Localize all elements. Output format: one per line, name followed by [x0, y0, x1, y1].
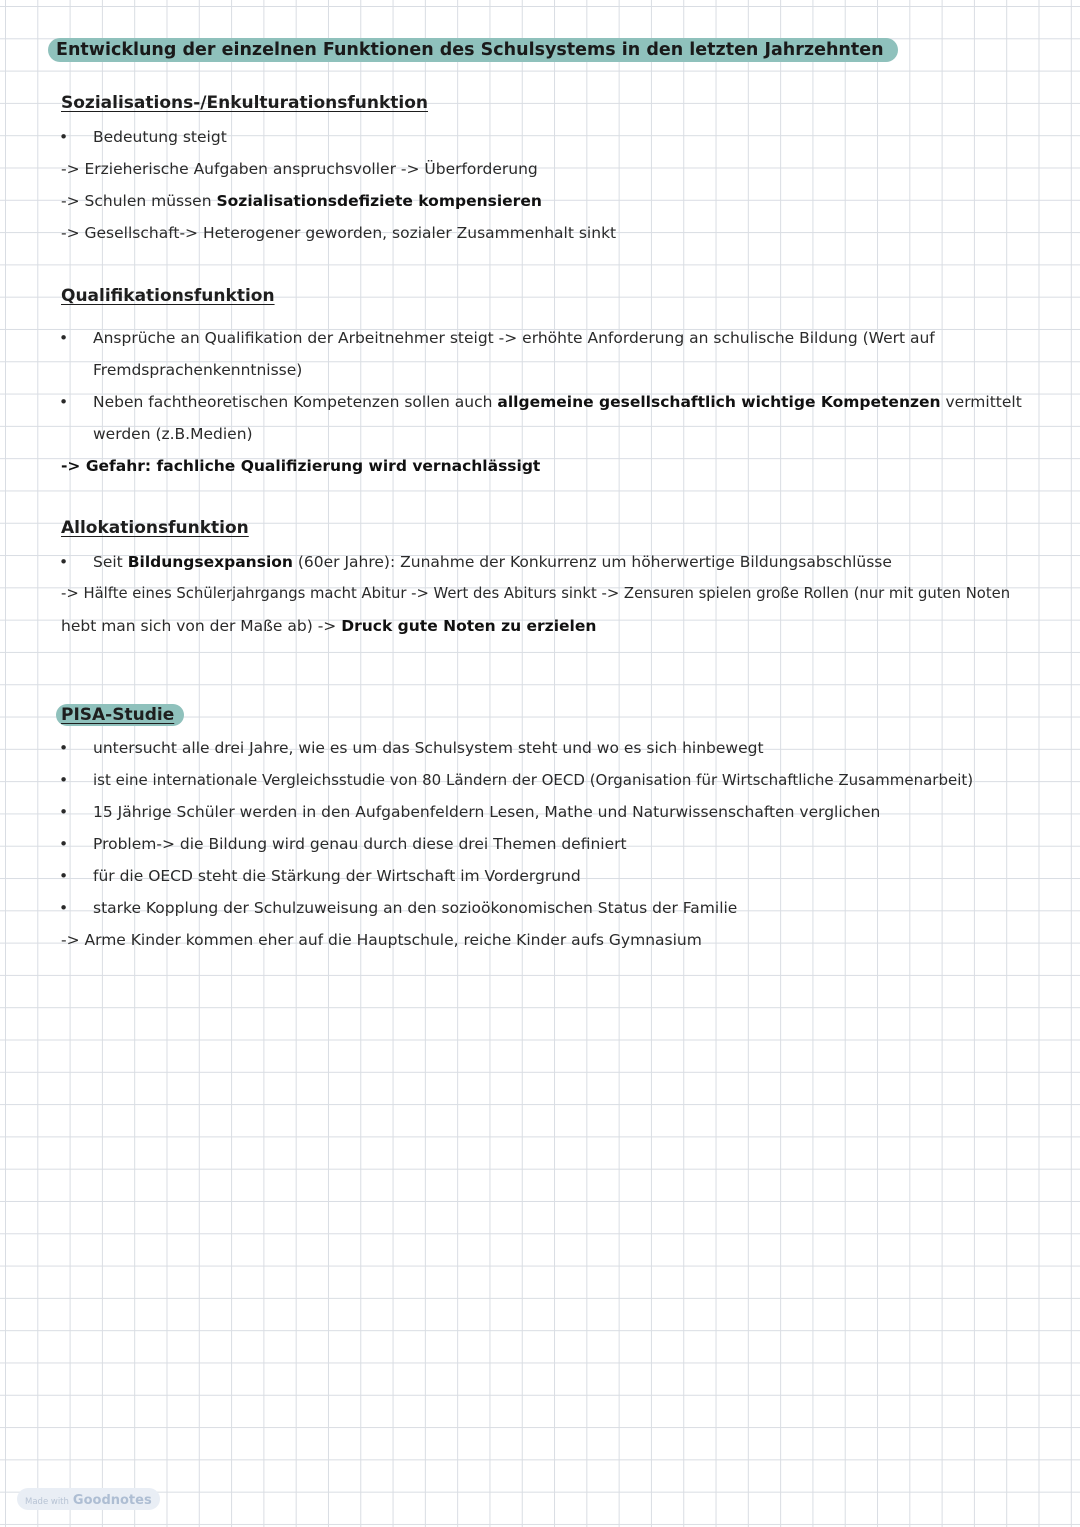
heading-pisa: PISA-Studie — [56, 704, 184, 726]
allokation-bullet-1: Seit Bildungsexpansion (60er Jahre): Zunahme der Konkurrenz um höherwertige Bildungsabschlüsse — [93, 553, 892, 571]
page-title: Entwicklung der einzelnen Funktionen des Schulsystems in den letzten Jahrzehnten — [48, 38, 898, 62]
bullet-dot: • — [59, 803, 69, 821]
bullet-dot: • — [59, 128, 69, 146]
bullet-dot: • — [59, 899, 69, 917]
pisa-bullet-5: für die OECD steht die Stärkung der Wirtschaft im Vordergrund — [93, 867, 581, 885]
bullet-dot: • — [59, 553, 69, 571]
watermark-made-with: Made with — [25, 1497, 69, 1507]
sozialisation-line-3: -> Schulen müssen Sozialisationsdefiziete kompensieren — [61, 192, 542, 210]
sozialisation-bullet-1: Bedeutung steigt — [93, 128, 227, 146]
allokation-line-2: -> Hälfte eines Schülerjahrgangs macht Abitur -> Wert des Abiturs sinkt -> Zensuren spielen große Rollen (nur mit guten Noten — [61, 585, 1011, 602]
allokation-line-3: hebt man sich von der Maße ab) -> Druck gute Noten zu erzielen — [61, 617, 597, 635]
qualifikation-bullet-2: Neben fachtheoretischen Kompetenzen sollen auch allgemeine gesellschaftlich wichtige Kompetenzen vermittelt — [93, 393, 1022, 411]
pisa-bullet-6: starke Kopplung der Schulzuweisung an den sozioökonomischen Status der Familie — [93, 899, 738, 917]
pisa-bullet-2: ist eine internationale Vergleichsstudie von 80 Ländern der OECD (Organisation für Wirtschaftliche Zusammenarbeit) — [93, 771, 974, 789]
sozialisation-line-4: -> Gesellschaft-> Heterogener geworden, sozialer Zusammenhalt sinkt — [61, 224, 617, 242]
pisa-bullet-1: untersucht alle drei Jahre, wie es um das Schulsystem steht und wo es sich hinbewegt — [93, 739, 764, 757]
watermark-brand: Goodnotes — [72, 1493, 152, 1508]
bullet-dot: • — [59, 835, 69, 853]
bullet-dot: • — [59, 393, 69, 411]
heading-qualifikation: Qualifikationsfunktion — [61, 286, 275, 306]
qualifikation-bullet-2-cont: werden (z.B.Medien) — [93, 425, 253, 443]
sozialisation-line-2: -> Erzieherische Aufgaben anspruchsvoller -> Überforderung — [61, 160, 538, 178]
pisa-conclusion: -> Arme Kinder kommen eher auf die Hauptschule, reiche Kinder aufs Gymnasium — [61, 931, 702, 949]
bullet-dot: • — [59, 329, 69, 347]
bullet-dot: • — [59, 867, 69, 885]
bullet-dot: • — [59, 739, 69, 757]
pisa-bullet-3: 15 Jährige Schüler werden in den Aufgabenfeldern Lesen, Mathe und Naturwissenschaften verglichen — [93, 803, 881, 821]
qualifikation-warning: -> Gefahr: fachliche Qualifizierung wird vernachlässigt — [61, 457, 541, 475]
qualifikation-bullet-1: Ansprüche an Qualifikation der Arbeitnehmer steigt -> erhöhte Anforderung an schulische Bildung (Wert auf — [93, 329, 935, 347]
qualifikation-bullet-1-cont: Fremdsprachenkenntnisse) — [93, 361, 303, 379]
heading-allokation: Allokationsfunktion — [61, 518, 249, 538]
bullet-dot: • — [59, 771, 69, 789]
pisa-bullet-4: Problem-> die Bildung wird genau durch diese drei Themen definiert — [93, 835, 627, 853]
heading-sozialisation: Sozialisations-/Enkulturationsfunktion — [61, 93, 429, 113]
goodnotes-watermark — [17, 1488, 160, 1510]
